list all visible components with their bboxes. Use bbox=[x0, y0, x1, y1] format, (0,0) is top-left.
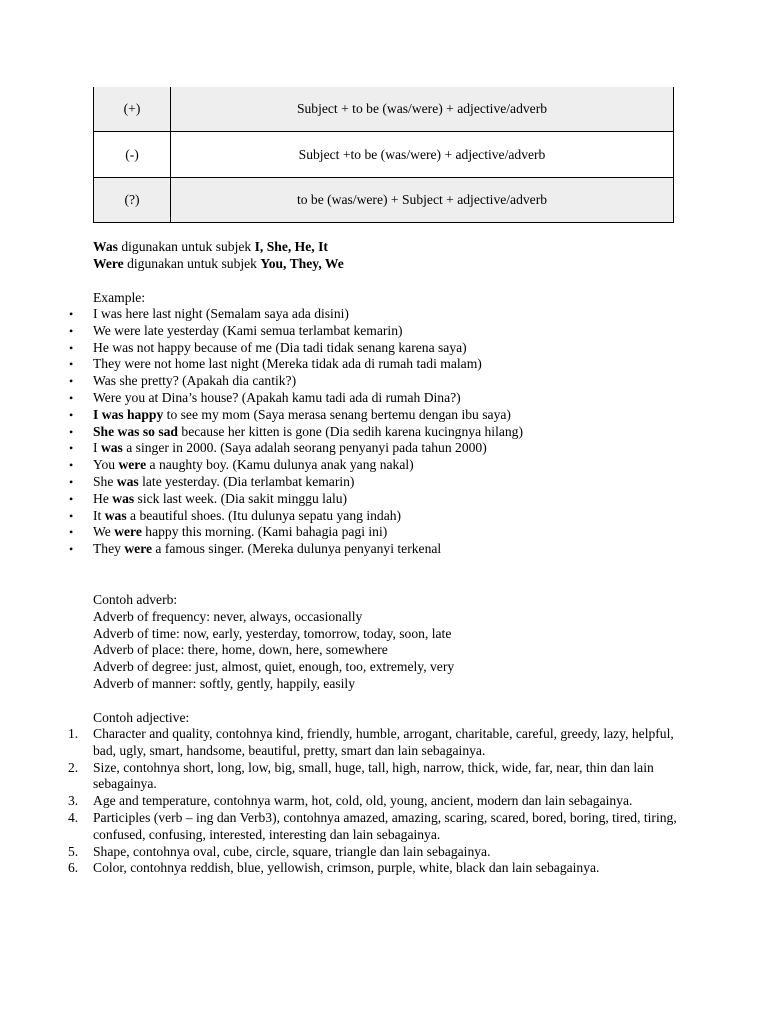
were-text: digunakan untuk subjek bbox=[123, 256, 261, 271]
example-emphasis: She was so sad bbox=[93, 423, 178, 439]
item-number: 3. bbox=[68, 793, 79, 809]
example-text: We were late yesterday (Kami semua terlambat kemarin) bbox=[93, 322, 403, 338]
example-lead: We bbox=[93, 524, 115, 540]
item-text: Color, contohnya reddish, blue, yellowish, crimson, purple, white, black dan lain sebagainya. bbox=[93, 860, 600, 876]
adverb-line: Adverb of place: there, home, down, here, somewhere bbox=[93, 642, 388, 658]
example-emphasis: were bbox=[124, 541, 153, 557]
bullet-icon: • bbox=[69, 441, 74, 456]
list-item bbox=[69, 541, 523, 558]
bullet-icon: • bbox=[69, 357, 74, 372]
formula-symbol: (?) bbox=[94, 178, 171, 223]
item-text: Character and quality, contohnya kind, friendly, humble, arrogant, charitable, careful, greedy, lazy, helpful, bad, ugly, smart, handsome, beautiful, pretty, smart dan lain sebagainya. bbox=[93, 726, 674, 758]
example-text: late yesterday. (Dia terlambat kemarin) bbox=[138, 473, 355, 489]
was-word: Was bbox=[93, 239, 118, 254]
were-subjects: You, They, We bbox=[260, 256, 344, 271]
example-emphasis: was bbox=[104, 507, 127, 523]
item-text: Age and temperature, contohnya warm, hot, cold, old, young, ancient, modern dan lain sebagainya. bbox=[93, 793, 633, 809]
adjective-list bbox=[68, 726, 683, 877]
bullet-icon: • bbox=[69, 474, 74, 489]
formula-text: Subject + to be (was/were) + adjective/adverb bbox=[171, 87, 674, 132]
list-item bbox=[69, 507, 523, 525]
formula-table bbox=[93, 87, 674, 223]
example-lead: It bbox=[93, 507, 105, 523]
bullet-icon: • bbox=[69, 491, 74, 506]
item-number: 5. bbox=[68, 843, 79, 859]
list-item bbox=[68, 726, 683, 760]
was-note bbox=[93, 238, 344, 255]
example-lead: He bbox=[93, 490, 113, 506]
formula-text: Subject +to be (was/were) + adjective/adverb bbox=[171, 132, 674, 178]
list-item bbox=[69, 440, 523, 457]
example-title: Example: bbox=[93, 290, 146, 305]
example-text: They were not home last night (Mereka tidak ada di rumah tadi malam) bbox=[93, 356, 482, 372]
examples-list bbox=[69, 306, 524, 558]
were-note bbox=[93, 255, 344, 272]
were-word: Were bbox=[93, 256, 124, 271]
list-item bbox=[69, 356, 523, 373]
list-item bbox=[68, 860, 683, 877]
list-item bbox=[69, 524, 523, 541]
example-text: because her kitten is gone (Dia sedih karena kucingnya hilang) bbox=[178, 423, 524, 439]
example-text: a famous singer. (Mereka dulunya penyanyi terkenal bbox=[152, 541, 442, 557]
bullet-icon: • bbox=[69, 307, 74, 321]
example-text: to see my mom (Saya merasa senang bertemu dengan ibu saya) bbox=[163, 406, 511, 422]
bullet-icon: • bbox=[69, 390, 74, 405]
example-emphasis: was bbox=[100, 440, 123, 456]
list-item bbox=[68, 759, 683, 794]
list-item bbox=[69, 373, 523, 390]
item-number: 1. bbox=[68, 726, 79, 741]
list-item bbox=[68, 843, 683, 861]
example-text: Were you at Dina’s house? (Apakah kamu tadi ada di rumah Dina?) bbox=[93, 389, 461, 405]
adverb-line: Adverb of frequency: never, always, occasionally bbox=[93, 608, 363, 624]
usage-notes bbox=[93, 238, 344, 272]
bullet-icon: • bbox=[69, 525, 74, 540]
adverb-line: Adverb of degree: just, almost, quiet, enough, too, extremely, very bbox=[93, 659, 455, 675]
example-emphasis: were bbox=[118, 457, 147, 473]
example-lead: You bbox=[93, 457, 119, 473]
list-item bbox=[69, 457, 523, 474]
bullet-icon: • bbox=[69, 424, 74, 439]
adverb-section bbox=[93, 592, 454, 693]
example-text: sick last week. (Dia sakit minggu lalu) bbox=[134, 490, 348, 506]
adverb-line: Adverb of manner: softly, gently, happily, easily bbox=[93, 675, 355, 691]
example-lead: They bbox=[93, 541, 125, 557]
formula-symbol: (+) bbox=[94, 87, 171, 132]
adjective-title: Contoh adjective: bbox=[93, 710, 190, 725]
example-text: a beautiful shoes. (Itu dulunya sepatu yang indah) bbox=[126, 507, 402, 523]
example-emphasis: were bbox=[114, 524, 142, 540]
list-item bbox=[69, 490, 523, 508]
example-text: He was not happy because of me (Dia tadi tidak senang karena saya) bbox=[93, 339, 467, 355]
list-item bbox=[69, 423, 524, 441]
adverb-title: Contoh adverb: bbox=[93, 592, 178, 607]
example-text: a naughty boy. (Kamu dulunya anak yang nakal) bbox=[146, 457, 414, 473]
list-item bbox=[69, 406, 523, 424]
list-item bbox=[68, 793, 683, 810]
formula-row-negative bbox=[94, 132, 674, 178]
item-text: Shape, contohnya oval, cube, circle, square, triangle dan lain sebagainya. bbox=[93, 843, 491, 859]
bullet-icon: • bbox=[69, 374, 74, 389]
bullet-icon: • bbox=[69, 508, 74, 523]
item-text: Participles (verb – ing dan Verb3), contohnya amazed, amazing, scaring, scared, bored, boring, tired, tiring, confused, confusing, interested, interesting dan lain sebagainya. bbox=[93, 809, 677, 842]
example-emphasis: I was happy bbox=[93, 406, 164, 422]
formula-symbol: (-) bbox=[94, 132, 171, 178]
item-number: 6. bbox=[68, 860, 79, 876]
was-subjects: I, She, He, It bbox=[254, 239, 328, 254]
bullet-icon: • bbox=[69, 323, 74, 338]
list-item bbox=[69, 339, 523, 357]
formula-text: to be (was/were) + Subject + adjective/adverb bbox=[171, 178, 674, 223]
list-item bbox=[69, 473, 523, 491]
example-text: a singer in 2000. (Saya adalah seorang penyanyi pada tahun 2000) bbox=[122, 440, 487, 456]
bullet-icon: • bbox=[69, 458, 74, 473]
example-emphasis: was bbox=[112, 490, 135, 506]
item-number: 4. bbox=[68, 809, 79, 825]
list-item bbox=[69, 389, 523, 407]
bullet-icon: • bbox=[69, 542, 74, 557]
example-emphasis: was bbox=[116, 473, 139, 489]
adverb-line: Adverb of time: now, early, yesterday, tomorrow, today, soon, late bbox=[93, 625, 452, 641]
item-number: 2. bbox=[68, 759, 79, 775]
example-text: Was she pretty? (Apakah dia cantik?) bbox=[93, 373, 297, 389]
example-text: happy this morning. (Kami bahagia pagi ini) bbox=[141, 524, 388, 540]
was-text: digunakan untuk subjek bbox=[117, 239, 255, 254]
bullet-icon: • bbox=[69, 407, 74, 422]
list-item bbox=[68, 809, 683, 844]
item-text: Size, contohnya short, long, low, big, small, huge, tall, high, narrow, thick, wide, far, near, thin dan lain sebagainya. bbox=[93, 759, 654, 792]
bullet-icon: • bbox=[69, 340, 74, 355]
formula-row-question bbox=[94, 178, 674, 223]
formula-row-positive bbox=[94, 87, 674, 132]
example-text: I was here last night (Semalam saya ada disini) bbox=[93, 306, 349, 321]
example-lead: I bbox=[93, 440, 101, 456]
list-item bbox=[69, 306, 523, 323]
example-lead: She bbox=[93, 473, 117, 489]
list-item bbox=[69, 322, 523, 340]
